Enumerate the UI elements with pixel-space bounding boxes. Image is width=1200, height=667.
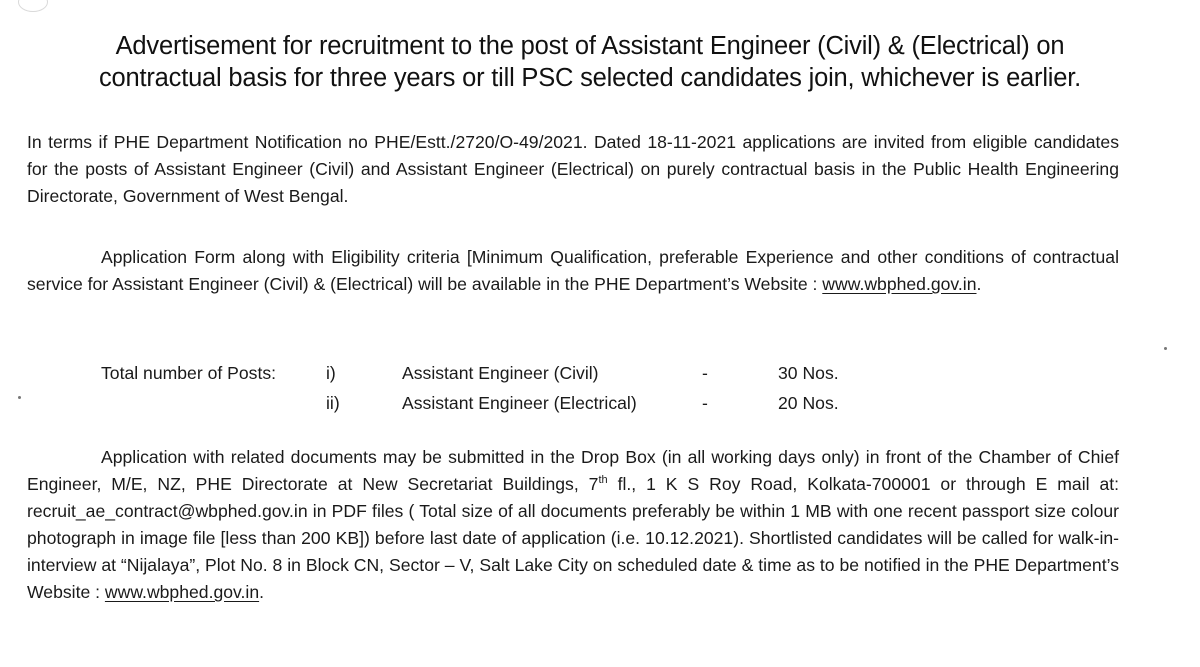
title-line-1: Advertisement for recruitment to the post of Assistant Engineer (Civil) & (Electrical) on [115,32,1065,60]
posts-row [0,388,1200,418]
website-link[interactable]: www.wbphed.gov.in [822,274,977,294]
sentence-end: . [259,582,264,602]
submission-paragraph [27,444,1119,606]
sentence-end: . [976,274,982,294]
post-count: 20 Nos. [778,393,839,413]
ordinal-suffix: th [598,474,608,487]
post-dash: - [702,393,708,413]
application-form-text: Application Form along with Eligibility criteria [Minimum Qualification, preferable Experience and other conditions of contractual service for Assistant Engineer (Civil) & (Electrical) will be available in the PHE Department’s Website : [27,247,1119,294]
posts-table [0,358,1200,418]
post-number: i) [326,363,336,383]
website-link[interactable]: www.wbphed.gov.in [104,582,260,602]
post-name: Assistant Engineer (Civil) [402,363,599,383]
posts-row [0,358,1200,388]
scan-corner-mark [18,0,48,12]
scan-speck [1164,347,1167,350]
post-dash: - [702,363,708,383]
document-title [20,30,1160,94]
submission-text-2: fl., 1 K S Roy Road, Kolkata-700001 or through E mail at: recruit_ae_contract@wbphed.gov.in in PDF files ( Total size of all documents preferably be within 1 MB with one recent passport size colour photograph in image file [less than 200 KB]) before last date of application (i.e. 10.12.2021). Shortlisted candidates will be called for walk-in-interview at “Nijalaya”, Plot No. 8 in Block CN, Sector – V, Salt Lake City on scheduled date & time as to be notified in the PHE Department’s Website : [27,474,1120,602]
submission-text-1: Application with related documents may be submitted in the Drop Box (in all working days only) in front of the Chamber of Chief Engineer, M/E, NZ, PHE Directorate at New Secretariat Buildings, 7 [27,447,1119,494]
intro-paragraph: In terms if PHE Department Notification no PHE/Estt./2720/O-49/2021. Dated 18-11-2021 applications are invited from eligible candidates for the posts of Assistant Engineer (Civil) and Assistant Engineer (Electrical) on purely contractual basis in the Public Health Engineering Directorate, Government of West Bengal. [27,132,1119,206]
post-name: Assistant Engineer (Electrical) [402,393,637,413]
posts-label: Total number of Posts: [101,363,277,383]
post-number: ii) [326,393,340,413]
title-line-2: contractual basis for three years or till PSC selected candidates join, whichever is earlier. [98,64,1082,92]
post-count: 30 Nos. [778,363,839,383]
application-form-paragraph [27,244,1119,298]
